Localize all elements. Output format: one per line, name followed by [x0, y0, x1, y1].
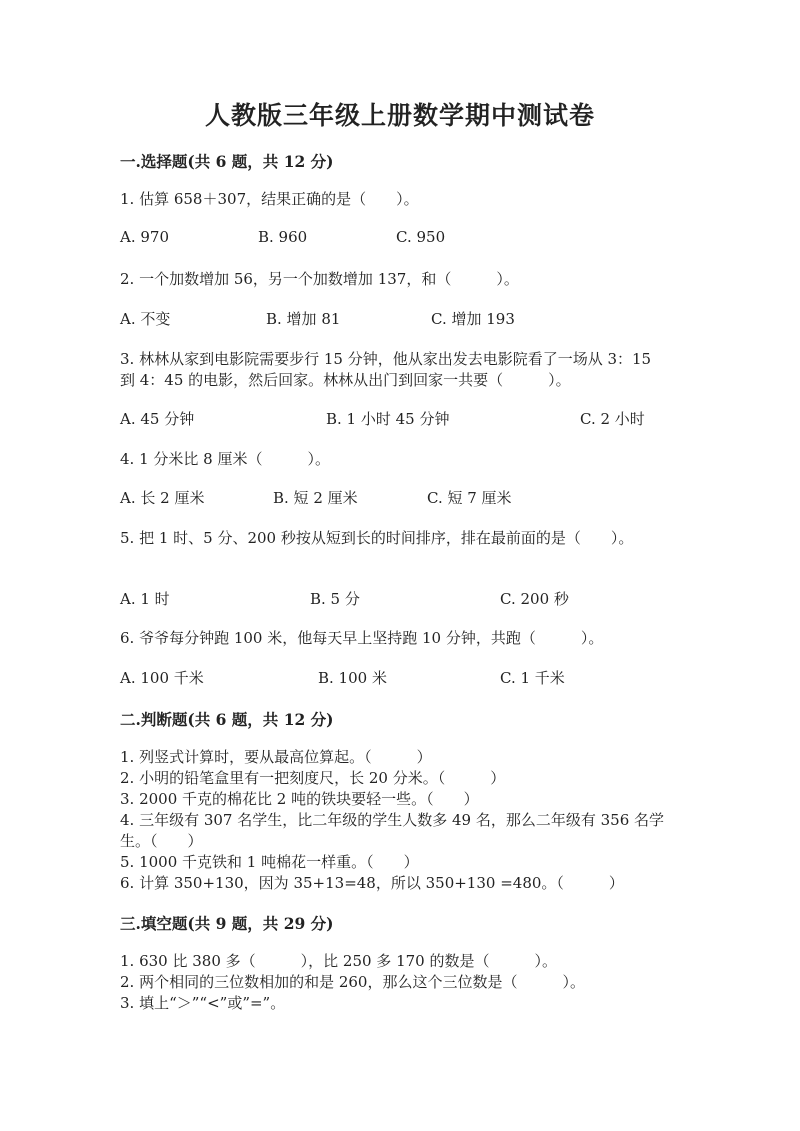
question-5: 5. 把 1 时、5 分、200 秒按从短到长的时间排序，排在最前面的是（ ）。: [120, 529, 634, 547]
options-2: [120, 308, 680, 328]
question-4: 4. 1 分米比 8 厘米（ ）。: [120, 450, 330, 468]
option-a: A. 长 2 厘米: [120, 489, 205, 507]
option-b: B. 短 2 厘米: [273, 489, 358, 507]
question-6: 6. 爷爷每分钟跑 100 米，他每天早上坚持跑 10 分钟，共跑（ ）。: [120, 629, 604, 647]
judge-item-4: 4. 三年级有 307 名学生，比二年级的学生人数多 49 名，那么二年级有 356 名学: [120, 811, 665, 829]
question-1: 1. 估算 658＋307，结果正确的是（ ）。: [120, 190, 419, 208]
fill-item-3: 3. 填上“＞”“<”或”=”。: [120, 994, 286, 1012]
option-a: A. 不变: [120, 310, 171, 328]
option-c: C. 短 7 厘米: [427, 489, 512, 507]
options-3: [120, 408, 680, 428]
options-6: [120, 667, 680, 687]
fill-item-2: 2. 两个相同的三位数相加的和是 260，那么这个三位数是（ ）。: [120, 973, 585, 991]
option-c: C. 1 千米: [500, 669, 565, 687]
question-3-line1: 3. 林林从家到电影院需要步行 15 分钟，他从家出发去电影院看了一场从 3：15: [120, 350, 652, 368]
options-4: [120, 487, 680, 507]
option-b: B. 1 小时 45 分钟: [326, 410, 450, 428]
judge-item-4-cont: 生。（ ）: [120, 832, 203, 850]
judge-item-3: 3. 2000 千克的棉花比 2 吨的铁块要轻一些。（ ）: [120, 790, 479, 808]
question-3-line2: 到 4：45 的电影，然后回家。林林从出门到回家一共要（ ）。: [120, 371, 571, 389]
option-a: A. 1 时: [120, 590, 170, 608]
section-header-choice: 一.选择题(共 6 题，共 12 分): [120, 152, 334, 171]
judge-item-1: 1. 列竖式计算时，要从最高位算起。（ ）: [120, 748, 432, 766]
question-2: 2. 一个加数增加 56，另一个加数增加 137，和（ ）。: [120, 270, 519, 288]
option-b: B. 960: [258, 228, 308, 246]
option-c: C. 增加 193: [431, 310, 515, 328]
section-header-judge: 二.判断题(共 6 题，共 12 分): [120, 710, 334, 729]
option-a: A. 45 分钟: [120, 410, 195, 428]
option-b: B. 5 分: [310, 590, 360, 608]
section-header-fill: 三.填空题(共 9 题，共 29 分): [120, 914, 334, 933]
option-b: B. 100 米: [318, 669, 387, 687]
judge-item-5: 5. 1000 千克铁和 1 吨棉花一样重。（ ）: [120, 853, 419, 871]
option-b: B. 增加 81: [266, 310, 341, 328]
options-5: [120, 588, 680, 608]
options-1: [120, 228, 680, 248]
option-a: A. 100 千米: [120, 669, 204, 687]
option-a: A. 970: [120, 228, 169, 246]
option-c: C. 2 小时: [580, 410, 645, 428]
judge-item-2: 2. 小明的铅笔盒里有一把刻度尺，长 20 分米。（ ）: [120, 769, 506, 787]
page-title: 人教版三年级上册数学期中测试卷: [204, 101, 595, 130]
judge-item-6: 6. 计算 350+130，因为 35+13=48，所以 350+130 =480。（ ）: [120, 874, 624, 892]
fill-item-1: 1. 630 比 380 多（ ），比 250 多 170 的数是（ ）。: [120, 952, 557, 970]
option-c: C. 200 秒: [500, 590, 569, 608]
option-c: C. 950: [396, 228, 446, 246]
